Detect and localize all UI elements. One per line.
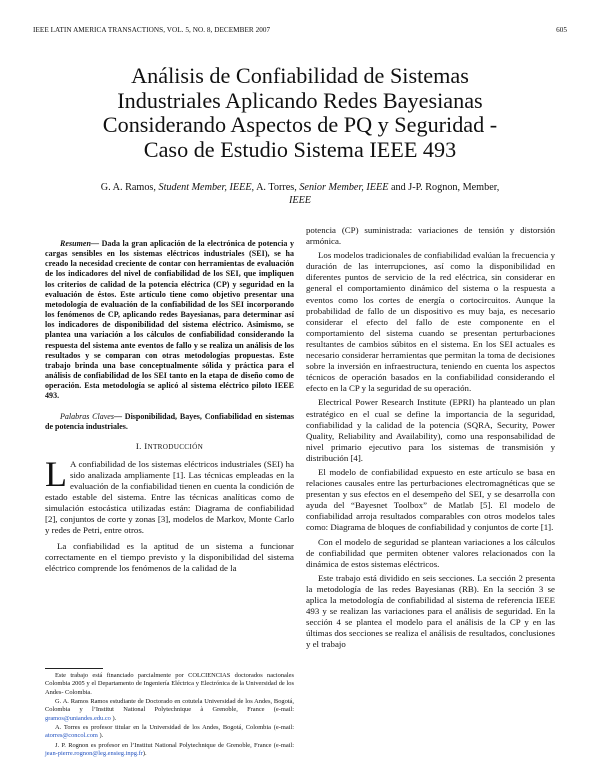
title-line: Análisis de Confiabilidad de Sistemas — [131, 63, 469, 88]
author-name: and J-P. Rognon, Member, — [388, 182, 500, 193]
keywords-label: Palabras Claves — [60, 411, 114, 421]
body-paragraph: potencia (CP) suministrada: variaciones de tensión y distorsión armónica. — [306, 225, 555, 247]
footnote-text: A. Torres es profesor titular en la Universidad de los Andes, Bogotá, Colombia (e-mail: — [55, 724, 294, 732]
footnote — [45, 724, 294, 741]
footnote-text: ). — [97, 732, 104, 740]
body-paragraph: Con el modelo de seguridad se plantean variaciones a los cálculos de confiabilidad que permiten obtener valores relacionados con la dinámica de estos sistemas eléctricos. — [306, 536, 555, 569]
section-heading-introduction — [45, 441, 294, 453]
title-line: Caso de Estudio Sistema IEEE 493 — [143, 136, 457, 162]
author-affiliation: Senior Member, IEEE — [299, 182, 389, 193]
title-line: Considerando Aspectos de PQ y Seguridad - — [102, 112, 498, 138]
intro-paragraph: La confiabilidad es la aptitud de un sistema a funcionar correctamente en el tiempo previsto y la disponibilidad del sistema eléctrico comprende los fenómenos de la calidad de la — [45, 540, 294, 573]
intro-text: A confiabilidad de los sistemas eléctricos industriales (SEI) ha sido analizada ampliamente [1]. Las técnicas empleadas en la evaluación de la confiabilidad tienen en cuenta la condición de estado estable del sistema. Entre las técnicas analíticas como de simulación estocástica utilizadas están: Diagrama de confiabilidad [2], conjuntos de corte y zonas [3], modelos de Markov, Monte Carlo y redes de Petri, entre otros. — [45, 458, 294, 536]
page-number: 605 — [556, 26, 567, 34]
paper-title — [60, 64, 540, 162]
body-paragraph: Este trabajo está dividido en seis secciones. La sección 2 presenta la metodología de las redes Bayesianas (RB). En la sección 3 se aplica la metodología de confiabilidad al sistema de referencia IEEE 493 y se realizan las variaciones para el análisis de seguridad. En la sección 4 se plantea el modelo para el análisis de la CP y en las últimas dos secciones se realiza el análisis de resultados, conclusiones y el trabajo — [306, 572, 555, 650]
author-line — [60, 181, 540, 194]
author-name: , A. Torres, — [251, 182, 300, 193]
abstract-text: Dada la gran aplicación de la electrónica de potencia y cargas sensibles en los sistemas eléctricos industriales (SEI), se ha creado la necesidad creciente de contar con herramientas de evaluación de los indicadores del nivel de confiabilidad de los SEI, que impliquen los criterios de calidad de la potencia eléctrica (CP) y seguridad en la evaluación de éstos. Este artículo tiene como objetivo presentar una metodología de evaluación de la confiabilidad de los SEI incorporando los fenómenos de CP, aplicando redes Bayesianas, para determinar así los indicadores de disponibilidad del sistema eléctrico. Asimismo, se plantea una variación a los cálculos de confiabilidad considerando la respuesta del sistema ante eventos de fallo y se realiza un análisis de los resultados y se comparan con otras metodologías propuestas. Este trabajo brinda una base conceptualmente sólida y práctica para el análisis de confiabilidad de los SEI tanto en la etapa de diseño como de operación. Esta metodología se aplicó al sistema eléctrico piloto IEEE 493. — [45, 239, 294, 401]
email-link[interactable]: gramos@uniandes.edu.co — [45, 714, 111, 722]
footnotes — [45, 672, 294, 760]
section-title-rest: NTRODUCCIÓN — [147, 442, 204, 451]
footnote-text: ). — [142, 750, 147, 758]
drop-cap: L — [45, 453, 67, 494]
keywords-dash: — — [113, 411, 125, 421]
footnote — [45, 742, 294, 759]
journal-name: IEEE LATIN AMERICA TRANSACTIONS, VOL. 5, NO. 8, DECEMBER 2007 — [33, 26, 271, 34]
author-affiliation: IEEE — [288, 195, 312, 206]
section-number: I. — [135, 440, 145, 451]
right-column — [306, 225, 555, 650]
author-list — [60, 181, 540, 207]
footnote-text: ). — [110, 714, 117, 722]
title-line: Industriales Aplicando Redes Bayesianas — [117, 87, 483, 113]
abstract — [45, 239, 294, 402]
body-paragraph: Los modelos tradicionales de confiabilidad evalúan la frecuencia y duración de las interrupciones, así como la disponibilidad en diferentes puntos de servicio de la red eléctrica, sin considerar en general el comportamiento dinámico del sistema o la respuesta a eventos como los cortes de energía o cortocircuitos. Aunque la probabilidad de fallo de un dispositivo es muy baja, es necesario considerar el efecto del fallo de este componente en el comportamiento del sistema cuando se presentan perturbaciones resultantes de cambios súbitos en el sistema. En los SEI actuales es necesario considerar herramientas que permitan la toma de decisiones sobre la inversión en infraestructura, teniendo en cuenta los aspectos técnicos de operación basados en la confiabilidad considerando el efecto en la CP y la seguridad de su operación. — [306, 250, 555, 394]
footnote-divider — [45, 668, 103, 669]
footnote: Este trabajo está financiado parcialmente por COLCIENCIAS doctorados nacionales Colombia 2005 y el Departamento de Ingeniería Eléctrica y Electrónica de la Universidad de los Andes- Colombia. — [45, 672, 294, 696]
left-column — [45, 239, 294, 574]
body-paragraph: Electrical Power Research Institute (EPRI) ha planteado un plan estratégico en el cual se define la importancia de la seguridad, confiabilidad y la calidad de la potencia (SQRA, Security, Power Quality, Reliability and Availability), como una responsabilidad de nivel primario ejecutivo para los sistemas de transmisión y distribución [4]. — [306, 397, 555, 463]
footnote — [45, 698, 294, 723]
abstract-label: Resumen — [60, 239, 92, 248]
body-paragraph: El modelo de confiabilidad expuesto en este artículo se basa en relaciones causales entre las perturbaciones electromagnéticas que se presentan y sus efectos en el desempeño del SEI, y se desarrolla con ayuda del “Bayesnet Toolbox” de Matlab [5]. El modelo de confiabilidad arroja resultados comparables con otros modelos tales como: Diagrama de bloques de confiabilidad y conjuntos de corte [1]. — [306, 466, 555, 533]
email-link[interactable]: atorres@concol.com — [45, 732, 98, 740]
keywords-text: Disponibilidad, Bayes, Confiabilidad en sistemas de potencia industriales. — [45, 411, 294, 431]
abstract-dash: — — [91, 239, 102, 248]
footnote-text: G. A. Ramos Ramos estudiante de Doctorado en cotutela Universidad de los Andes, Bogotá, Colombia y l’Institut National Polytechnique à Grenoble, France (e-mail: — [45, 698, 294, 714]
author-line — [60, 194, 540, 207]
section-title-initial: I — [144, 440, 148, 451]
email-link[interactable]: jean-pierre.rognon@leg.ensieg.inpg.fr — [45, 750, 143, 758]
keywords — [45, 412, 294, 432]
author-name: G. A. Ramos, — [100, 182, 159, 193]
intro-paragraph — [45, 453, 294, 537]
footnote-text: J. P. Rognon es profesor en l’Institut National Polytechnique de Grenoble, France (e-mail: — [55, 741, 294, 749]
author-affiliation: Student Member, IEEE — [158, 182, 252, 193]
